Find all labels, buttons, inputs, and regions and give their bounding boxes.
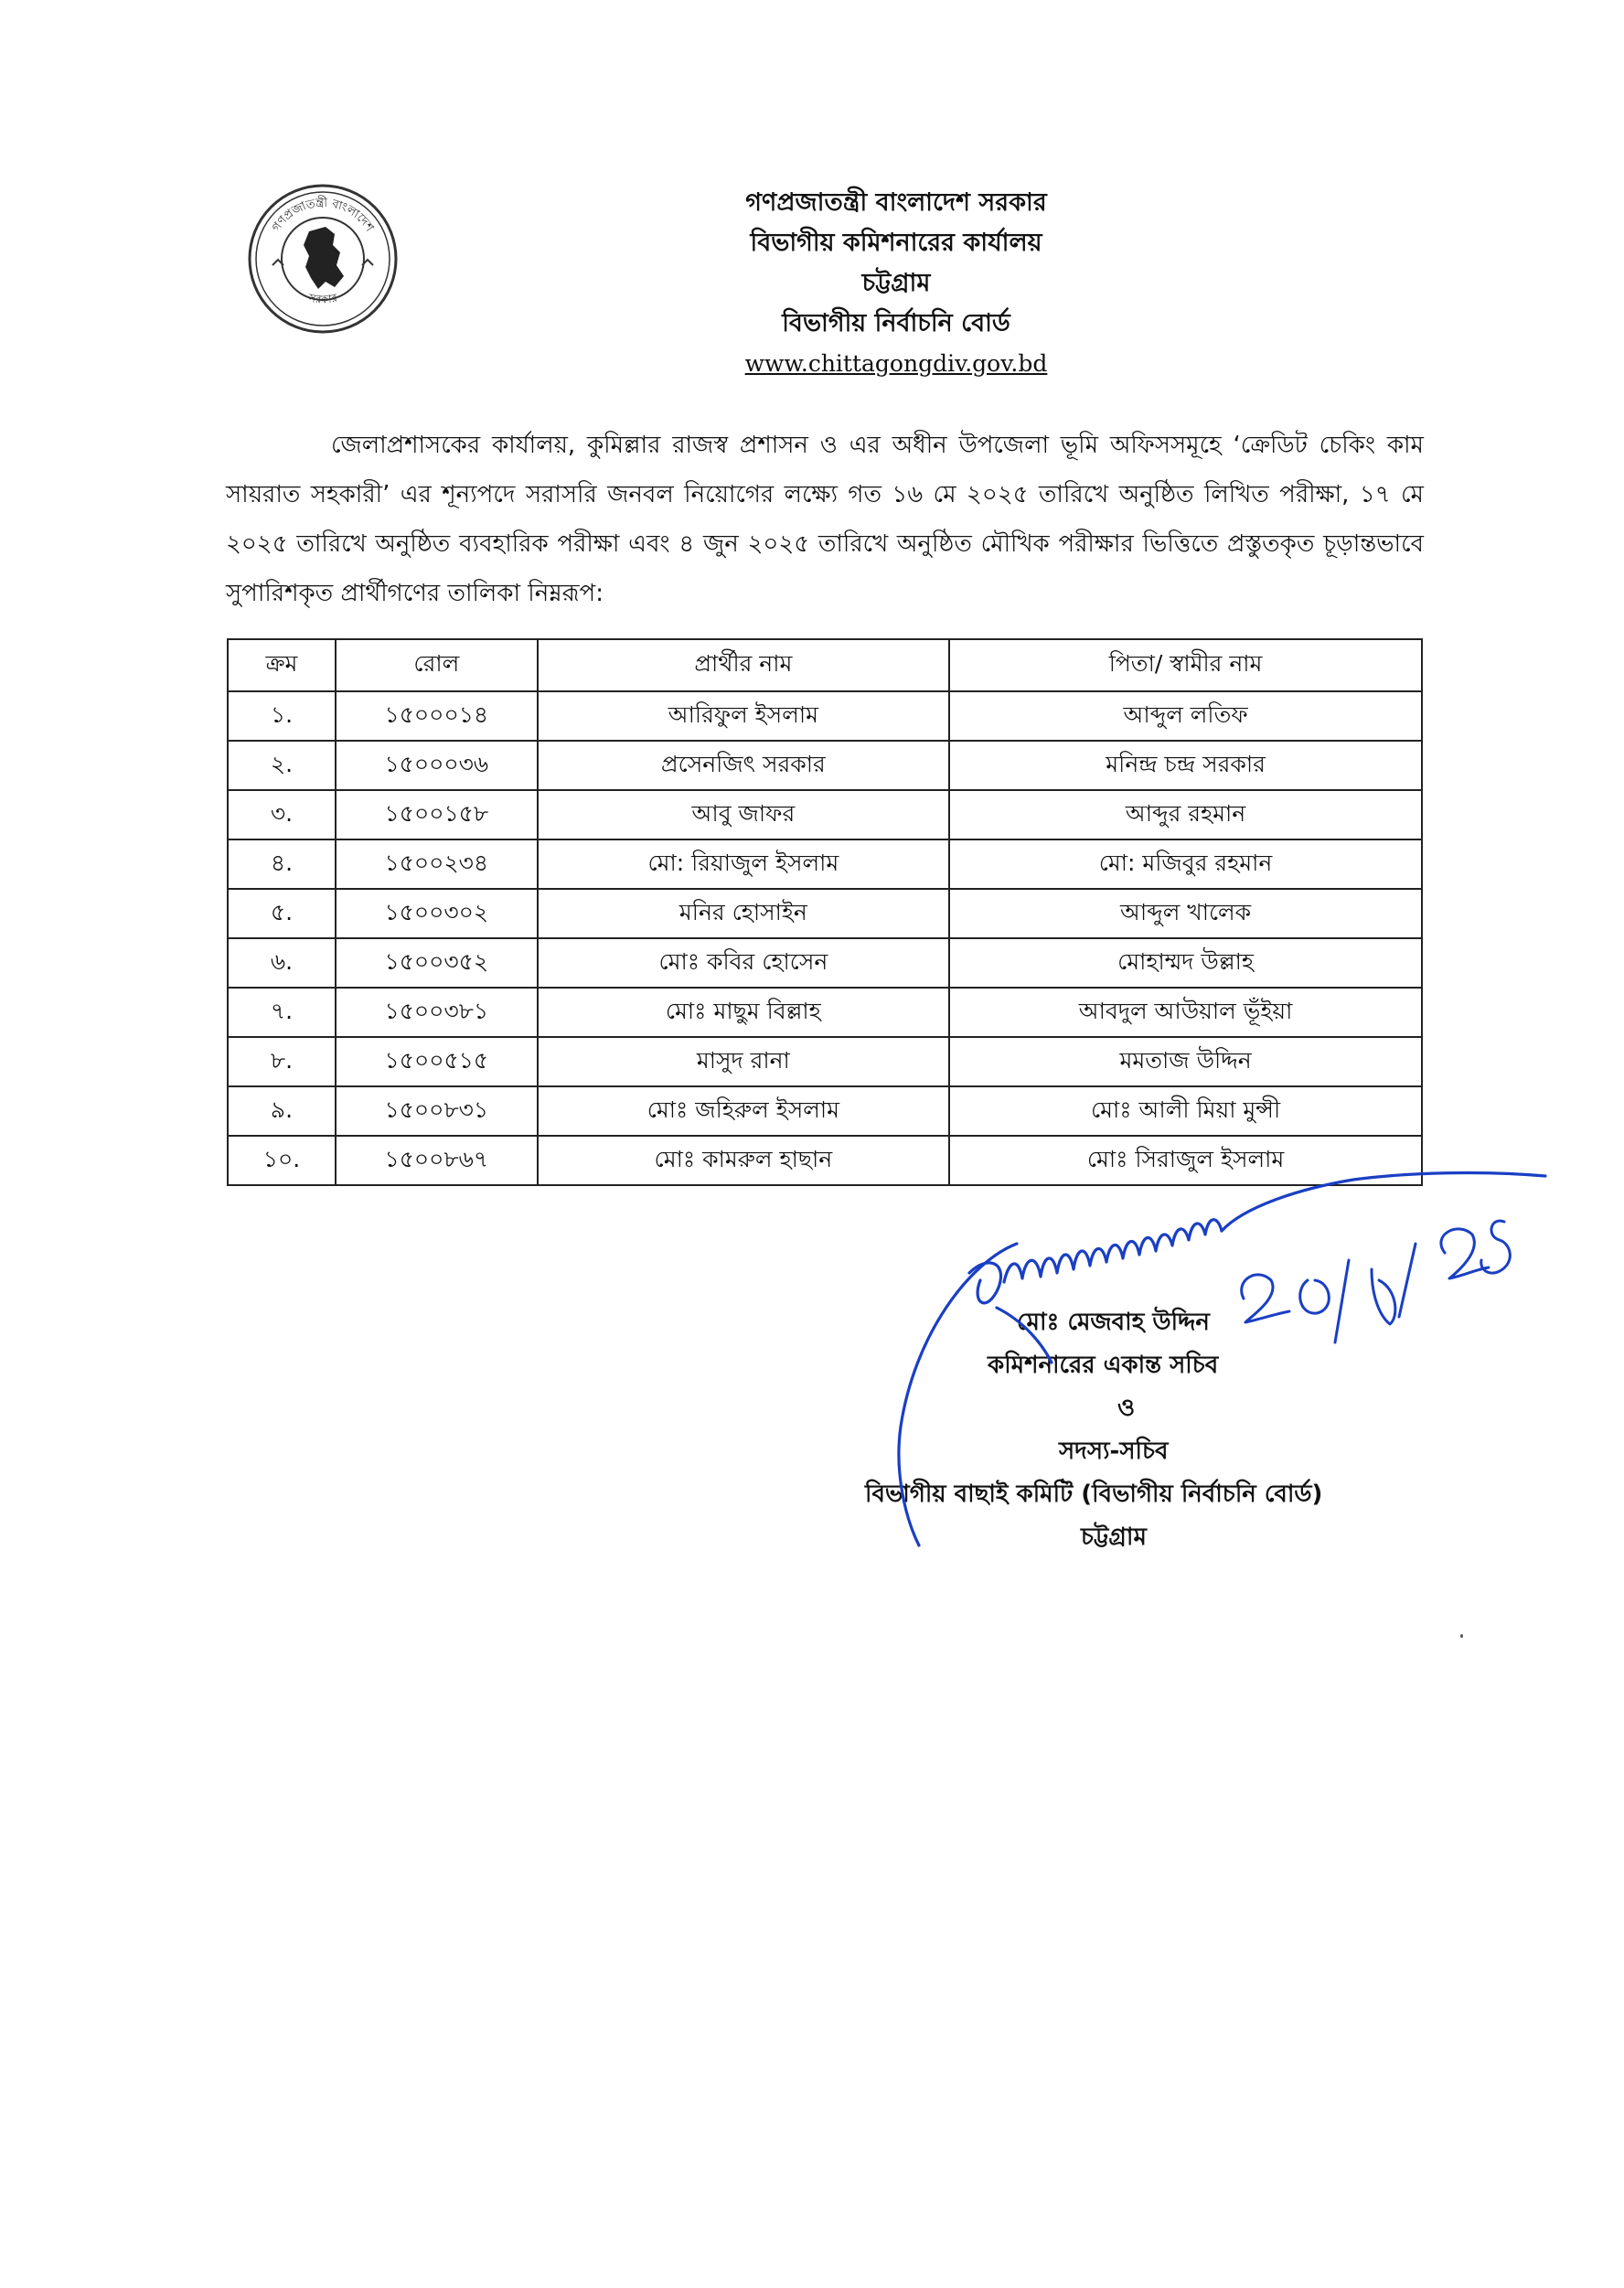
cell-roll: ১৫০০৮৬৭ (336, 1136, 538, 1185)
table-row (228, 1086, 1422, 1136)
cell-father-name: আবদুল আউয়াল ভূঁইয়া (949, 988, 1422, 1037)
cell-father-name: মোঃ সিরাজুল ইসলাম (949, 1136, 1422, 1185)
header-board: বিভাগীয় নির্বাচনি বোর্ড (782, 309, 1010, 337)
table-row (228, 790, 1422, 839)
signatory-committee: বিভাগীয় বাছাই কমিটি (বিভাগীয় নির্বাচনি বোর্ড) (865, 1481, 1323, 1508)
header-website-link[interactable]: www.chittagongdiv.gov.bd (744, 350, 1048, 377)
cell-roll: ১৫০০০৩৬ (336, 741, 538, 790)
cell-father-name: মনিন্দ্র চন্দ্র সরকার (949, 741, 1422, 790)
table-header-row (228, 639, 1422, 691)
cell-candidate-name: প্রসেনজিৎ সরকার (538, 741, 950, 790)
header-roll: রোল (336, 639, 538, 691)
notice-paragraph: জেলাপ্রশাসকের কার্যালয়, কুমিল্লার রাজস্ব প্রশাসন ও এর অধীন উপজেলা ভূমি অফিসসমূহে ‘ক্রেডিট চেকিং কাম সায়রাত সহকারী’ এর শূন্যপদে সরাসরি জনবল নিয়োগের লক্ষ্যে গত ১৬ মে ২০২৫ তারিখে অনুষ্ঠিত লিখিত পরীক্ষা, ১৭ মে ২০২৫ তারিখে অনুষ্ঠিত ব্যবহারিক পরীক্ষা এবং ৪ জুন ২০২৫ তারিখে অনুষ্ঠিত মৌখিক পরীক্ষার ভিত্তিতে প্রস্তুতকৃত চূড়ান্তভাবে সুপারিশকৃত প্রার্থীগণের তালিকা নিম্নরূপ: (226, 432, 1424, 607)
cell-candidate-name: মোঃ মাছুম বিল্লাহ (538, 988, 950, 1037)
table-row (228, 741, 1422, 790)
table-row (228, 938, 1422, 988)
cell-father-name: মো: মজিবুর রহমান (949, 839, 1422, 889)
header-government: গণপ্রজাতন্ত্রী বাংলাদেশ সরকার (745, 188, 1047, 217)
cell-roll: ১৫০০১৫৮ (336, 790, 538, 839)
paper-speck (1460, 1634, 1463, 1638)
header-candidate-name: প্রার্থীর নাম (538, 639, 950, 691)
cell-serial: ৩. (228, 790, 336, 839)
cell-candidate-name: মোঃ কবির হোসেন (538, 938, 950, 988)
signatory-role: সদস্য-সচিব (1059, 1438, 1169, 1465)
cell-roll: ১৫০০৩০২ (336, 889, 538, 938)
cell-serial: ৮. (228, 1037, 336, 1086)
seal-bottom-text: সরকার (306, 291, 339, 306)
table-row (228, 889, 1422, 938)
header-city: চট্টগ্রাম (861, 269, 931, 297)
seal-top-text: গণপ্রজাতন্ত্রী বাংলাদেশ (269, 196, 377, 235)
cell-roll: ১৫০০৮৩১ (336, 1086, 538, 1136)
signatory-name: মোঃ মেজবাহ উদ্দিন (1017, 1309, 1210, 1336)
table-row (228, 1136, 1422, 1185)
cell-candidate-name: মোঃ জহিরুল ইসলাম (538, 1086, 950, 1136)
cell-roll: ১৫০০৩৫২ (336, 938, 538, 988)
cell-father-name: মোহাম্মদ উল্লাহ (949, 938, 1422, 988)
table-row (228, 839, 1422, 889)
recommended-candidates-table (227, 638, 1423, 1186)
header-serial: ক্রম (228, 639, 336, 691)
svg-text:সরকার (306, 291, 338, 306)
cell-father-name: আব্দুর রহমান (949, 790, 1422, 839)
cell-serial: ৫. (228, 889, 336, 938)
header-father-husband-name: পিতা/ স্বামীর নাম (949, 639, 1422, 691)
cell-serial: ৯. (228, 1086, 336, 1136)
cell-roll: ১৫০০০১৪ (336, 691, 538, 741)
government-seal-icon (245, 181, 401, 337)
cell-candidate-name: আবু জাফর (538, 790, 950, 839)
cell-serial: ১. (228, 691, 336, 741)
cell-father-name: আব্দুল খালেক (949, 889, 1422, 938)
cell-serial: ১০. (228, 1136, 336, 1185)
cell-candidate-name: মো: রিয়াজুল ইসলাম (538, 839, 950, 889)
cell-serial: ২. (228, 741, 336, 790)
table-row (228, 691, 1422, 741)
cell-candidate-name: মাসুদ রানা (538, 1037, 950, 1086)
cell-candidate-name: মনির হোসাইন (538, 889, 950, 938)
cell-father-name: আব্দুল লতিফ (949, 691, 1422, 741)
table-row (228, 1037, 1422, 1086)
signatory-location: চট্টগ্রাম (1081, 1524, 1147, 1551)
cell-roll: ১৫০০৫১৫ (336, 1037, 538, 1086)
header-office: বিভাগীয় কমিশনারের কার্যালয় (750, 229, 1042, 257)
cell-serial: ৬. (228, 938, 336, 988)
signatory-title: কমিশনারের একান্ত সচিব (988, 1352, 1219, 1379)
cell-serial: ৭. (228, 988, 336, 1037)
cell-roll: ১৫০০২৩৪ (336, 839, 538, 889)
document-header (512, 183, 1280, 384)
cell-roll: ১৫০০৩৮১ (336, 988, 538, 1037)
cell-candidate-name: আরিফুল ইসলাম (538, 691, 950, 741)
cell-father-name: মোঃ আলী মিয়া মুন্সী (949, 1086, 1422, 1136)
table-row (228, 988, 1422, 1037)
signatory-conjunction: ও (1117, 1395, 1136, 1422)
cell-father-name: মমতাজ উদ্দিন (949, 1037, 1422, 1086)
cell-candidate-name: মোঃ কামরুল হাছান (538, 1136, 950, 1185)
cell-serial: ৪. (228, 839, 336, 889)
